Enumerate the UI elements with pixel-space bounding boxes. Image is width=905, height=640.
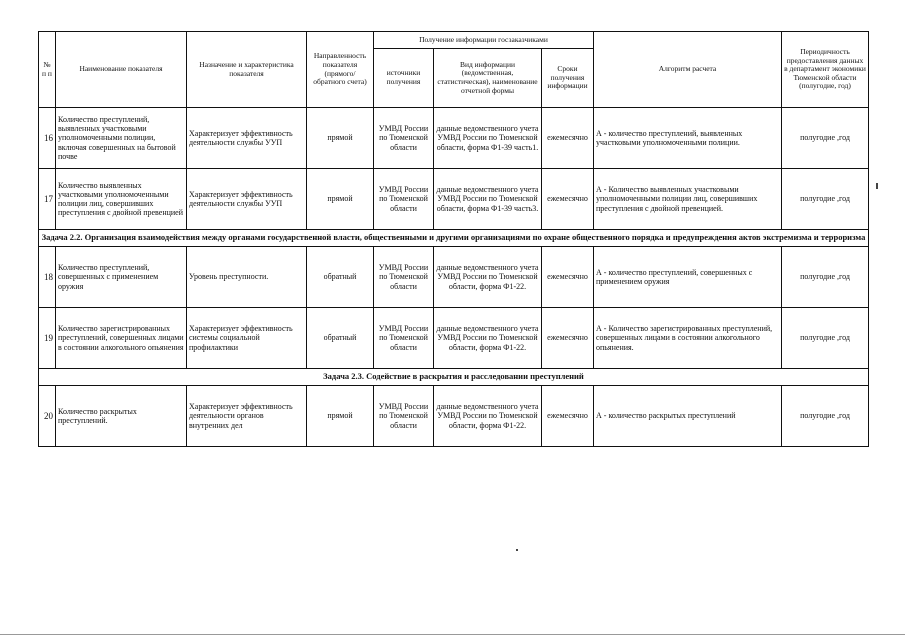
row-term: ежемесячно [542,308,594,369]
table-row [39,169,869,230]
row-algorithm: А - количество преступлений, совершенных с применением оружия [594,247,782,308]
row-num: 16 [39,108,56,169]
header-direction: Направленность показателя (прямого/обратного счета) [307,32,374,108]
scan-speck [876,183,878,189]
row-algorithm: А - Количество зарегистрированных преступлений, совершенных лицами в состоянии алкогольного опьянения. [594,308,782,369]
section-row [39,369,869,386]
table-row [39,247,869,308]
indicators-table [38,31,869,447]
row-term: ежемесячно [542,247,594,308]
header-periodicity: Периодичность предоставления данных в департамент экономики Тюменской области (полугодие, год) [782,32,869,108]
row-period: полугодие ,год [782,169,869,230]
row-direction: прямой [307,386,374,447]
row-term: ежемесячно [542,108,594,169]
row-num: 18 [39,247,56,308]
row-name: Количество выявленных участковыми уполномоченными полиции лиц, совершивших преступления с двойной превенцией [56,169,187,230]
row-name: Количество преступлений, выявленных участковыми уполномоченными полиции, включая совершенных на бытовой почве [56,108,187,169]
section-row [39,230,869,247]
section-title-2-2: Задача 2.2. Организация взаимодействия между органами государственной власти, общественными и другими организациями по охране общественного порядка и предупреждения актов экстремизма и терроризма [39,230,869,247]
row-source: УМВД России по Тюменской области [374,386,434,447]
section-title-2-3: Задача 2.3. Содействие в раскрытия и расследовании преступлений [39,369,869,386]
row-purpose: Уровень преступности. [187,247,307,308]
row-term: ежемесячно [542,386,594,447]
row-info: данные ведомственного учета УМВД России по Тюменской области, форма Ф1-22. [434,308,542,369]
row-info: данные ведомственного учета УМВД России по Тюменской области, форма Ф1-22. [434,386,542,447]
indicators-table-sheet [38,31,869,447]
header-sources: источники получения [374,49,434,108]
row-info: данные ведомственного учета УМВД России по Тюменской области, форма Ф1-39 часть3. [434,169,542,230]
row-purpose: Характеризует эффективность системы социальной профилактики [187,308,307,369]
row-purpose: Характеризует эффективность деятельности службы УУП [187,169,307,230]
table-header-row [39,32,869,49]
scan-edge-line [0,634,905,635]
row-period: полугодие ,год [782,108,869,169]
row-num: 17 [39,169,56,230]
row-info: данные ведомственного учета УМВД России по Тюменской области, форма Ф1-22. [434,247,542,308]
header-terms: Сроки получения информации [542,49,594,108]
header-name: Наименование показателя [56,32,187,108]
row-source: УМВД России по Тюменской области [374,169,434,230]
header-algorithm: Алгоритм расчета [594,32,782,108]
row-name: Количество раскрытых преступлений. [56,386,187,447]
row-algorithm: А - Количество выявленных участковыми уполномоченными полиции лиц, совершивших преступления с двойной превенцией. [594,169,782,230]
row-algorithm: А - количество раскрытых преступлений [594,386,782,447]
row-num: 19 [39,308,56,369]
header-info-group: Получение информации госзаказчиками [374,32,594,49]
row-source: УМВД России по Тюменской области [374,108,434,169]
row-period: полугодие ,год [782,308,869,369]
row-name: Количество преступлений, совершенных с применением оружия [56,247,187,308]
header-info-type: Вид информации (ведомственная, статистическая), наименование отчетной формы [434,49,542,108]
row-info: данные ведомственного учета УМВД России по Тюменской области, форма Ф1-39 часть1. [434,108,542,169]
row-period: полугодие ,год [782,386,869,447]
header-num: № п п [39,32,56,108]
row-direction: обратный [307,247,374,308]
header-purpose: Назначение и характеристика показателя [187,32,307,108]
scan-speck [516,549,518,551]
row-source: УМВД России по Тюменской области [374,247,434,308]
row-term: ежемесячно [542,169,594,230]
row-direction: прямой [307,108,374,169]
row-num: 20 [39,386,56,447]
row-algorithm: А - количество преступлений, выявленных участковыми уполномоченными полиции. [594,108,782,169]
row-purpose: Характеризует эффективность деятельности службы УУП [187,108,307,169]
table-row [39,308,869,369]
table-row [39,386,869,447]
row-direction: прямой [307,169,374,230]
table-row [39,108,869,169]
row-source: УМВД России по Тюменской области [374,308,434,369]
row-purpose: Характеризует эффективность деятельности органов внутренних дел [187,386,307,447]
row-direction: обратный [307,308,374,369]
row-period: полугодие ,год [782,247,869,308]
row-name: Количество зарегистрированных преступлений, совершенных лицами в состоянии алкогольного опьянения [56,308,187,369]
